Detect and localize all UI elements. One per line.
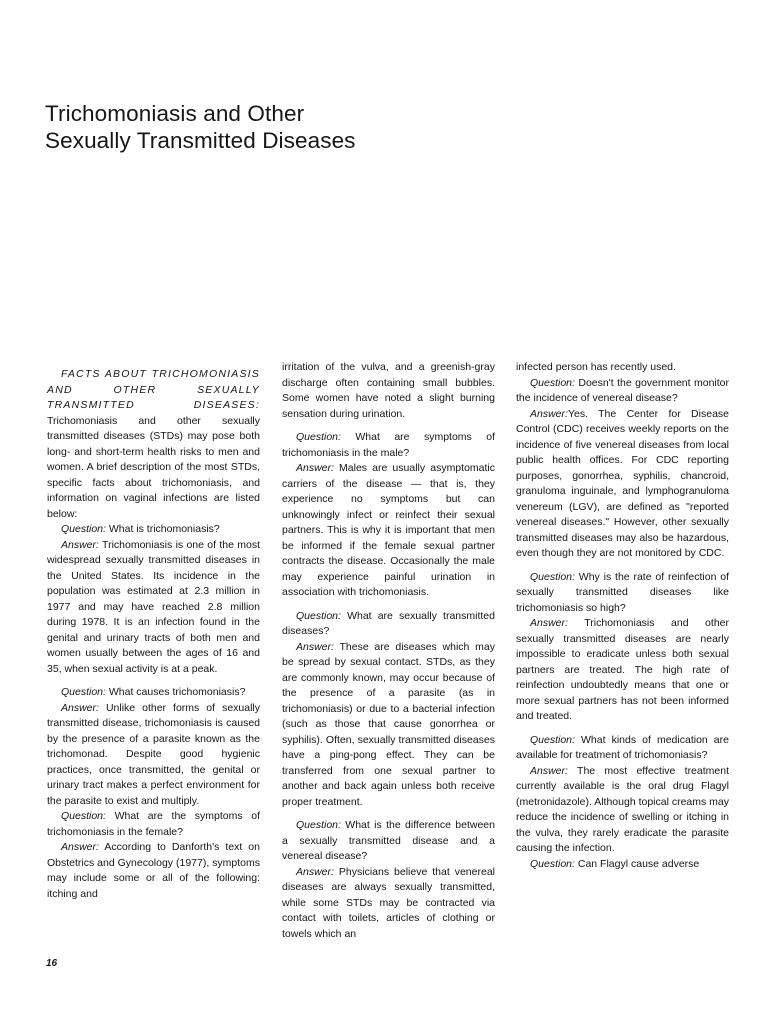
question-label: Question: [61,523,106,535]
question-paragraph [282,818,495,865]
answer-text: According to Danforth's text on Obstetrics and Gynecology (1977), symptoms may include some or all of the following: itching and [47,841,261,900]
paragraph-text: infected person has recently used. [516,361,676,373]
question-text: What are sexually transmitted diseases? [282,609,495,637]
question-text: What causes trichomoniasis? [105,686,246,698]
answer-label: Answer: [296,462,334,474]
title-line-2: Sexually Transmitted Diseases [45,128,356,153]
answer-text: These are diseases which may be spread by sexual contact. STDs, as they are commonly known, may occur because of the presence of a parasite (as in trichomoniasis) or due to a bacterial infection (such as those that cause gonorrhea or syphilis). Often, sexually transmitted diseases have a ping-pong effect. They can be transferred from one sexual partner to another and back again unless both receive proper treatment. [282,640,495,808]
answer-text: Males are usually asymptomatic carriers of the disease — that is, they experience no symptoms but can unknowingly infect or reinfect their sexual partners. This is why it is important that men be informed if the female sexual partner contracts the disease. Occasionally the male may experience painful urination in association with trichomoniasis. [282,462,495,598]
question-paragraph [47,809,260,840]
question-label: Question: [61,810,106,822]
continued-paragraph [516,360,729,376]
answer-paragraph [47,538,260,678]
column-1 [47,367,260,902]
answer-paragraph [516,407,729,562]
question-label: Question: [530,733,575,746]
intro-paragraph [47,367,260,522]
question-paragraph [516,570,729,617]
question-text: Doesn't the government monitor the incidence of venereal disease? [516,376,729,404]
answer-label: Answer: [530,764,568,777]
page-number: 16 [46,958,58,969]
question-text: What is trichomoniasis? [105,523,220,535]
answer-paragraph [282,461,495,601]
question-text: What are symptoms of trichomoniasis in the male? [282,431,495,459]
answer-label: Answer: [296,640,334,653]
section-lead: FACTS ABOUT TRICHOMONIASIS AND OTHER SEXUALLY TRANSMITTED DISEASES: [47,368,260,411]
continued-paragraph [282,360,495,422]
answer-label: Answer: [296,865,334,878]
question-label: Question: [530,376,575,389]
answer-paragraph [47,701,260,810]
title-line-1: Trichomoniasis and Other [45,101,305,126]
answer-paragraph [516,616,729,725]
question-paragraph [282,430,495,461]
question-paragraph [516,733,729,764]
answer-label: Answer: [61,841,99,853]
answer-text: Unlike other forms of sexually transmitted disease, trichomoniasis is caused by the presence of a parasite known as the trichomonad. Despite good hygienic practices, once transmitted, the genital or urinary tract makes a perfect environment for the parasite to exist and multiply. [47,701,260,807]
answer-paragraph [516,764,729,857]
answer-label: Answer: [530,407,568,420]
question-text: What is the difference between a sexually transmitted disease and a venereal disease? [282,819,495,862]
question-text: Can Flagyl cause adverse [574,857,700,870]
answer-paragraph [282,640,495,811]
paragraph-text: irritation of the vulva, and a greenish-gray discharge often containing small bubbles. Some women have noted a slight burning sensation during urination. [282,361,495,420]
column-3 [516,360,729,872]
question-label: Question: [530,570,575,583]
question-text: What are the symptoms of trichomoniasis in the female? [47,810,260,838]
question-paragraph [47,522,260,538]
answer-text: Physicians believe that venereal diseases are always sexually transmitted, while some STDs may be contracted via contact with toilets, articles of clothing or towels which an [282,865,495,940]
answer-label: Answer: [61,538,99,551]
question-paragraph [47,685,260,701]
question-label: Question: [296,431,341,443]
answer-label: Answer: [61,701,99,714]
question-label: Question: [296,609,341,622]
answer-text: The most effective treatment currently available is the oral drug Flagyl (metronidazole). Although topical creams may reduce the incidence of swelling or itching in the vulva, they rarely eradicate the parasite causing the infection. [516,764,730,854]
answer-text: Yes. The Center for Disease Control (CDC) receives weekly reports on the incidence of five venereal diseases from local public health offices. For CDC reporting purposes, gonorrhea, syphilis, chancroid, granuloma inguinale, and lymphogranuloma venereum (LGV), are defined as "reported venereal diseases." However, other sexually transmitted diseases may also be hazardous, even though they are not monitored by CDC. [516,407,729,559]
question-text: What kinds of medication are available for treatment of trichomoniasis? [516,733,729,761]
question-label: Question: [296,819,341,831]
answer-text: Trichomoniasis is one of the most widespread sexually transmitted diseases in the United States. Its incidence in the population was estimated at 2.3 million in 1977 and may have reached 2.8 million during 1978. It is an infection found in the genital and urinary tracts of both men and women usually between the ages of 16 and 35, when sexual activity is at a peak. [47,538,260,675]
question-paragraph [282,609,495,640]
answer-paragraph [282,865,495,943]
paragraph-text: Trichomoniasis and other sexually transmitted diseases (STDs) may pose both long- and short-term health risks to men and women. A brief description of the most STDs, specific facts about trichomoniasis, and information on vaginal infections are listed below: [47,414,260,520]
page-title [45,100,356,154]
question-paragraph [516,857,729,873]
question-label: Question: [530,857,575,870]
question-paragraph [516,376,729,407]
question-text: Why is the rate of reinfection of sexually transmitted diseases like trichomoniasis so high? [516,570,729,614]
column-2 [282,360,495,942]
answer-text: Trichomoniasis and other sexually transmitted diseases are nearly impossible to eradicate unless both sexual partners are treated. The high rate of reinfection undoubtedly means that one or more sexual partners has not been informed and treated. [516,617,729,722]
question-label: Question: [61,686,106,698]
answer-paragraph [47,840,260,902]
answer-label: Answer: [530,617,568,629]
